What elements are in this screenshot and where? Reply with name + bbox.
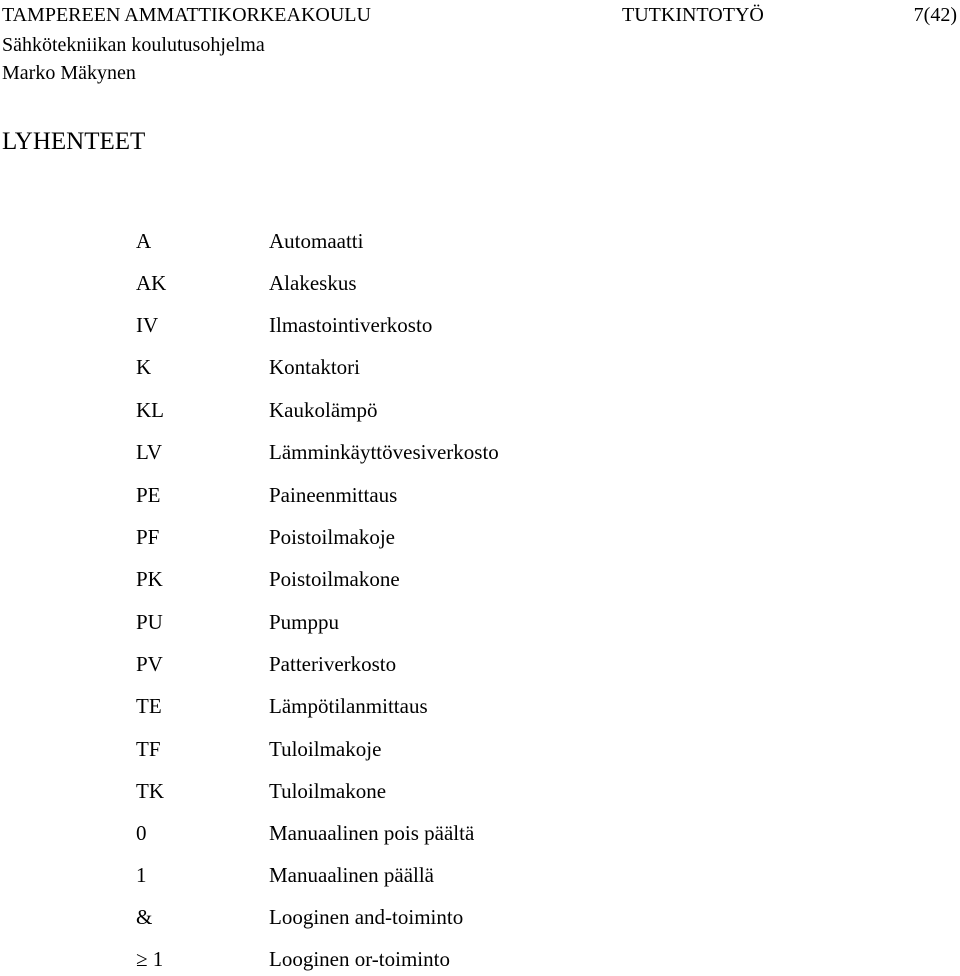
- header-school-name: TAMPEREEN AMMATTIKORKEAKOULU: [2, 4, 371, 26]
- abbreviation-code: K: [136, 355, 152, 379]
- abbreviation-meaning: Manuaalinen päällä: [269, 863, 435, 887]
- abbreviation-code: LV: [136, 440, 163, 464]
- abbreviation-row: [0, 691, 960, 721]
- abbreviation-row: [0, 352, 960, 382]
- abbreviation-meaning: Looginen and-toiminto: [269, 905, 464, 929]
- abbreviation-row: [0, 944, 960, 974]
- abbreviation-meaning: Lämpötilanmittaus: [269, 694, 428, 718]
- abbreviation-meaning: Looginen or-toiminto: [269, 947, 450, 971]
- abbreviation-row: [0, 395, 960, 425]
- abbreviation-row: [0, 564, 960, 594]
- abbreviation-meaning: Poistoilmakoje: [269, 525, 395, 549]
- abbreviation-row: [0, 437, 960, 467]
- abbreviation-code: TF: [136, 737, 161, 761]
- abbreviation-row: [0, 776, 960, 806]
- abbreviation-code: TE: [136, 694, 162, 718]
- abbreviation-meaning: Kontaktori: [269, 355, 360, 379]
- abbreviation-code: IV: [136, 313, 159, 337]
- abbreviation-code: TK: [136, 779, 164, 803]
- header-document-type: TUTKINTOTYÖ: [622, 4, 764, 26]
- abbreviation-row: [0, 860, 960, 890]
- abbreviation-meaning: Alakeskus: [269, 271, 357, 295]
- abbreviation-code: PU: [136, 610, 163, 634]
- abbreviation-row: [0, 480, 960, 510]
- abbreviation-code: KL: [136, 398, 164, 422]
- abbreviation-code: PV: [136, 652, 163, 676]
- abbreviation-meaning: Tuloilmakone: [269, 779, 387, 803]
- abbreviation-code: 1: [136, 863, 147, 887]
- abbreviation-meaning: Tuloilmakoje: [269, 737, 382, 761]
- section-title: LYHENTEET: [2, 128, 146, 155]
- abbreviation-row: [0, 607, 960, 637]
- abbreviation-meaning: Patteriverkosto: [269, 652, 397, 676]
- abbreviation-meaning: Automaatti: [269, 229, 364, 253]
- abbreviation-row: [0, 268, 960, 298]
- abbreviation-code: 0: [136, 821, 147, 845]
- abbreviation-row: [0, 226, 960, 256]
- header-program: Sähkötekniikan koulutusohjelma: [2, 34, 265, 56]
- abbreviation-row: [0, 734, 960, 764]
- abbreviation-code: A: [136, 229, 152, 253]
- abbreviation-row: [0, 902, 960, 932]
- header-page-number: 7(42): [913, 4, 957, 26]
- abbreviation-row: [0, 522, 960, 552]
- abbreviation-meaning: Ilmastointiverkosto: [269, 313, 433, 337]
- abbreviation-meaning: Poistoilmakone: [269, 567, 400, 591]
- abbreviation-meaning: Kaukolämpö: [269, 398, 378, 422]
- abbreviation-meaning: Lämminkäyttövesiverkosto: [269, 440, 499, 464]
- abbreviation-meaning: Manuaalinen pois päältä: [269, 821, 475, 845]
- abbreviation-code: ≥ 1: [136, 947, 164, 971]
- header-author: Marko Mäkynen: [2, 62, 136, 84]
- abbreviation-row: [0, 818, 960, 848]
- abbreviation-code: PK: [136, 567, 163, 591]
- abbreviation-code: AK: [136, 271, 167, 295]
- abbreviation-code: PE: [136, 483, 161, 507]
- abbreviation-meaning: Pumppu: [269, 610, 340, 634]
- abbreviation-meaning: Paineenmittaus: [269, 483, 398, 507]
- abbreviation-row: [0, 649, 960, 679]
- abbreviation-code: PF: [136, 525, 160, 549]
- abbreviation-row: [0, 310, 960, 340]
- abbreviation-code: &: [136, 905, 153, 929]
